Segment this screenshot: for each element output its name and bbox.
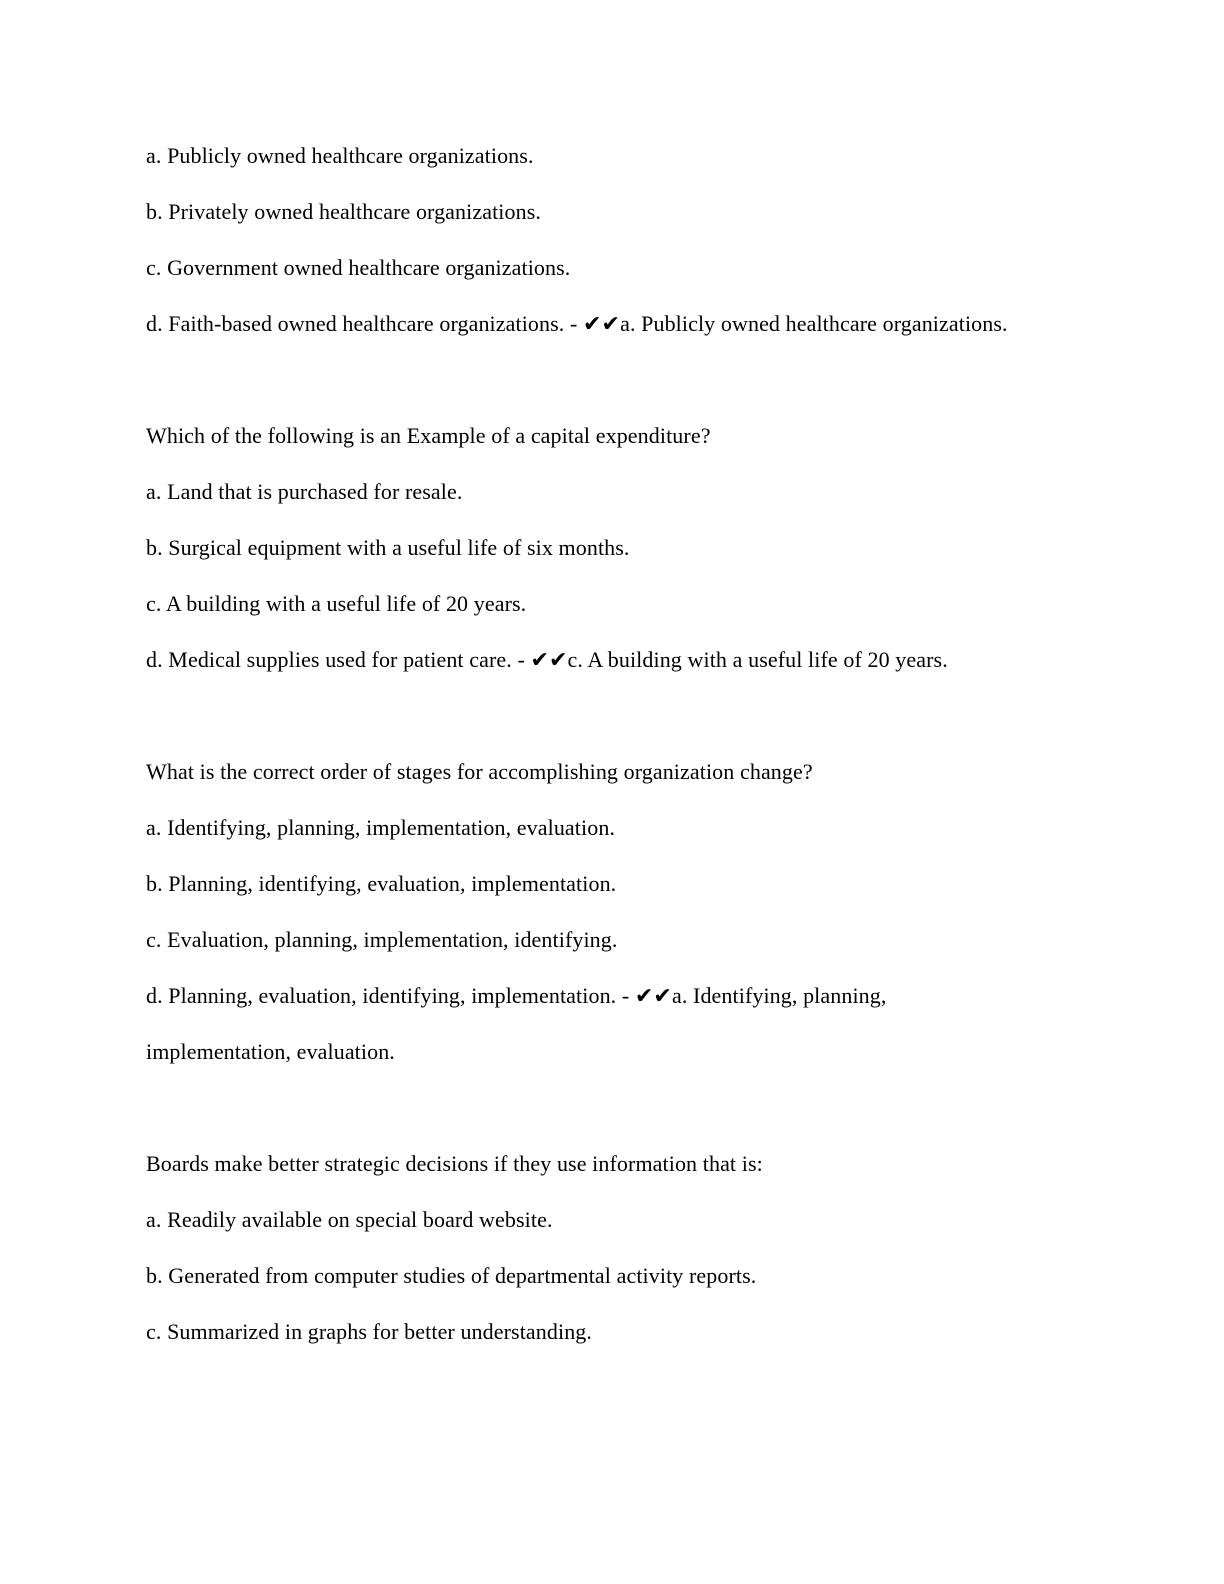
answer-continuation-line: implementation, evaluation.: [146, 1039, 395, 1064]
question-block: [146, 1152, 1164, 1376]
answer-option-line: b. Generated from computer studies of departmental activity reports.: [146, 1263, 757, 1288]
answer-option-line-with-correct-answer: d. Planning, evaluation, identifying, implementation. - ✔✔a. Identifying, planning,: [146, 983, 887, 1008]
answer-option-line: a. Identifying, planning, implementation, evaluation.: [146, 815, 616, 840]
question-line: Which of the following is an Example of a capital expenditure?: [146, 424, 711, 448]
question-line: What is the correct order of stages for accomplishing organization change?: [146, 760, 813, 784]
question-line: Boards make better strategic decisions if they use information that is:: [146, 1152, 763, 1176]
answer-option-line-with-correct-answer: d. Faith-based owned healthcare organizations. - ✔✔a. Publicly owned healthcare organizations.: [146, 311, 1008, 336]
question-block: [146, 424, 1164, 704]
answer-option-line-with-correct-answer: d. Medical supplies used for patient care. - ✔✔c. A building with a useful life of 20 years.: [146, 647, 948, 672]
question-block: [146, 144, 1164, 368]
answer-option-line: b. Privately owned healthcare organizations.: [146, 199, 541, 224]
answer-option-line: a. Readily available on special board website.: [146, 1207, 553, 1232]
answer-option-line: b. Planning, identifying, evaluation, implementation.: [146, 871, 617, 896]
answer-option-line: c. Evaluation, planning, implementation, identifying.: [146, 927, 618, 952]
answer-option-line: a. Publicly owned healthcare organizations.: [146, 144, 534, 168]
question-block: [146, 760, 1164, 1096]
answer-option-line: c. Government owned healthcare organizations.: [146, 255, 571, 280]
answer-option-line: c. A building with a useful life of 20 years.: [146, 591, 527, 616]
answer-option-line: b. Surgical equipment with a useful life of six months.: [146, 535, 630, 560]
answer-option-line: c. Summarized in graphs for better understanding.: [146, 1319, 592, 1344]
answer-option-line: a. Land that is purchased for resale.: [146, 479, 463, 504]
